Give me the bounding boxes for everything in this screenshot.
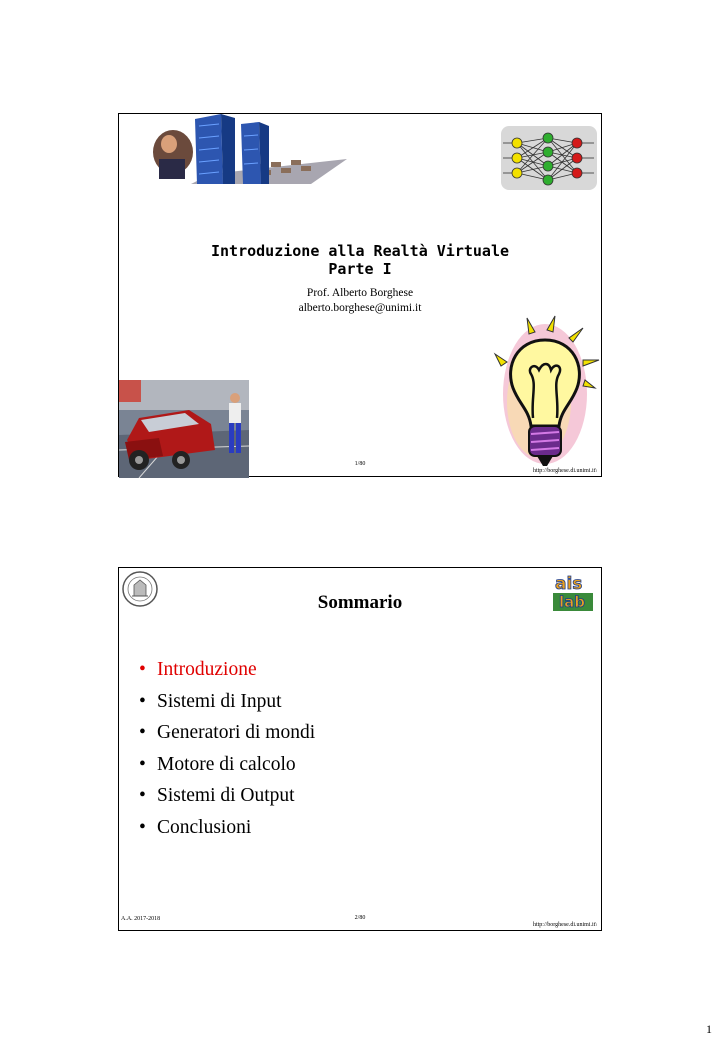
list-item-label: Motore di calcolo <box>157 753 296 775</box>
neural-network-icon <box>501 126 601 192</box>
bullet: • <box>139 753 146 775</box>
bullet: • <box>139 816 146 838</box>
slide-title: Sommario <box>317 592 403 613</box>
list-item <box>139 749 315 781</box>
author-block <box>119 286 601 316</box>
bullet: • <box>139 722 146 743</box>
summary-list <box>139 654 315 843</box>
bullet: • <box>139 690 146 712</box>
academic-year: A.A. 2017-2018 <box>121 916 161 922</box>
list-item-label: Generatori di mondi <box>157 722 316 743</box>
light-bulb-icon <box>487 314 603 476</box>
author-email: alberto.borghese@unimi.it <box>298 302 422 314</box>
chess-computer-image <box>151 114 347 184</box>
list-item <box>139 812 315 844</box>
list-item <box>139 686 315 718</box>
list-item-label: Sistemi di Output <box>157 785 295 806</box>
svg-text:lab: lab <box>559 593 586 611</box>
svg-text:ais: ais <box>555 574 583 594</box>
website-url: http://borghese.di.unimi.it\ <box>532 468 597 474</box>
list-item-label: Conclusioni <box>157 816 252 838</box>
slide-number: 1/80 <box>354 461 366 467</box>
bullet: • <box>139 785 146 806</box>
slide-number: 2/80 <box>354 915 366 921</box>
title-line-1: Introduzione alla Realtà Virtuale <box>210 242 509 260</box>
list-item-label: Introduzione <box>157 659 257 680</box>
list-item <box>139 780 315 812</box>
list-item <box>139 717 315 749</box>
list-item <box>139 654 315 686</box>
slide-1 <box>118 113 602 477</box>
page-number: 1 <box>706 1022 712 1036</box>
presentation-title <box>119 242 601 278</box>
list-item-label: Sistemi di Input <box>157 690 282 712</box>
author-name: Prof. Alberto Borghese <box>306 287 414 299</box>
website-url: http://borghese.di.unimi.it\ <box>532 922 597 928</box>
title-line-2: Parte I <box>328 260 392 278</box>
slide-2 <box>118 567 602 931</box>
bullet: • <box>139 659 146 680</box>
